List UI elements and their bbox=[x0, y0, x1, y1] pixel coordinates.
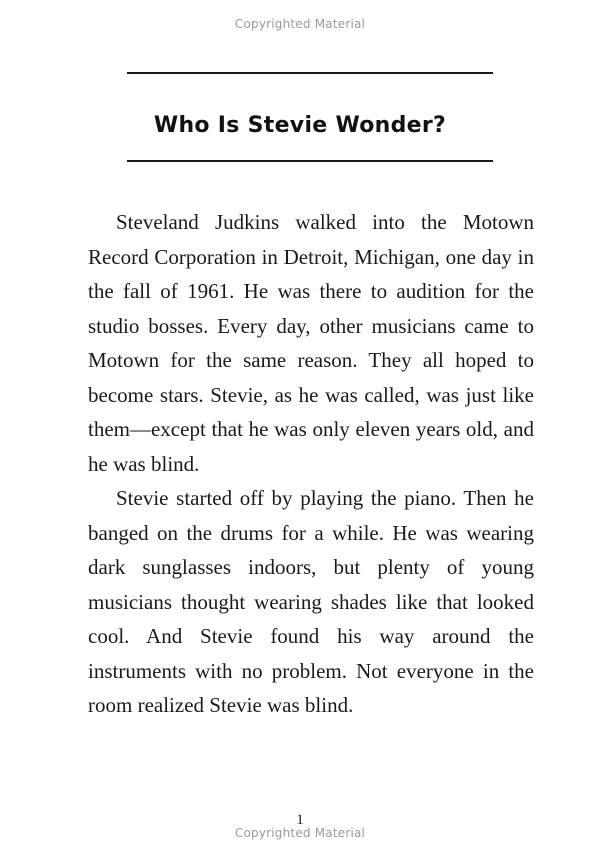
paragraph: Steveland Judkins walked into the Motown Record Corporation in Detroit, Michigan, one day in the fall of 1961. He was there to audition for the studio bosses. Every day, other musicians came to Motown for the same reason. They all hoped to become stars. Stevie, as he was called, was just like them—except that he was only eleven years old, and he was blind. bbox=[88, 210, 534, 476]
chapter-body bbox=[88, 205, 534, 723]
title-rule-top bbox=[127, 72, 493, 74]
page-number: 1 bbox=[296, 812, 304, 828]
chapter-title: Who Is Stevie Wonder? bbox=[153, 112, 447, 138]
paragraph: Stevie started off by playing the piano. Then he banged on the drums for a while. He was wearing dark sunglasses indoors, but plenty of young musicians thought wearing shades like that looked cool. And Stevie found his way around the instruments with no problem. Not everyone in the room realized Stevie was blind. bbox=[88, 486, 534, 717]
title-rule-bottom bbox=[127, 160, 493, 162]
copyright-watermark-bottom: Copyrighted Material bbox=[234, 826, 366, 840]
copyright-watermark-top: Copyrighted Material bbox=[234, 17, 366, 31]
